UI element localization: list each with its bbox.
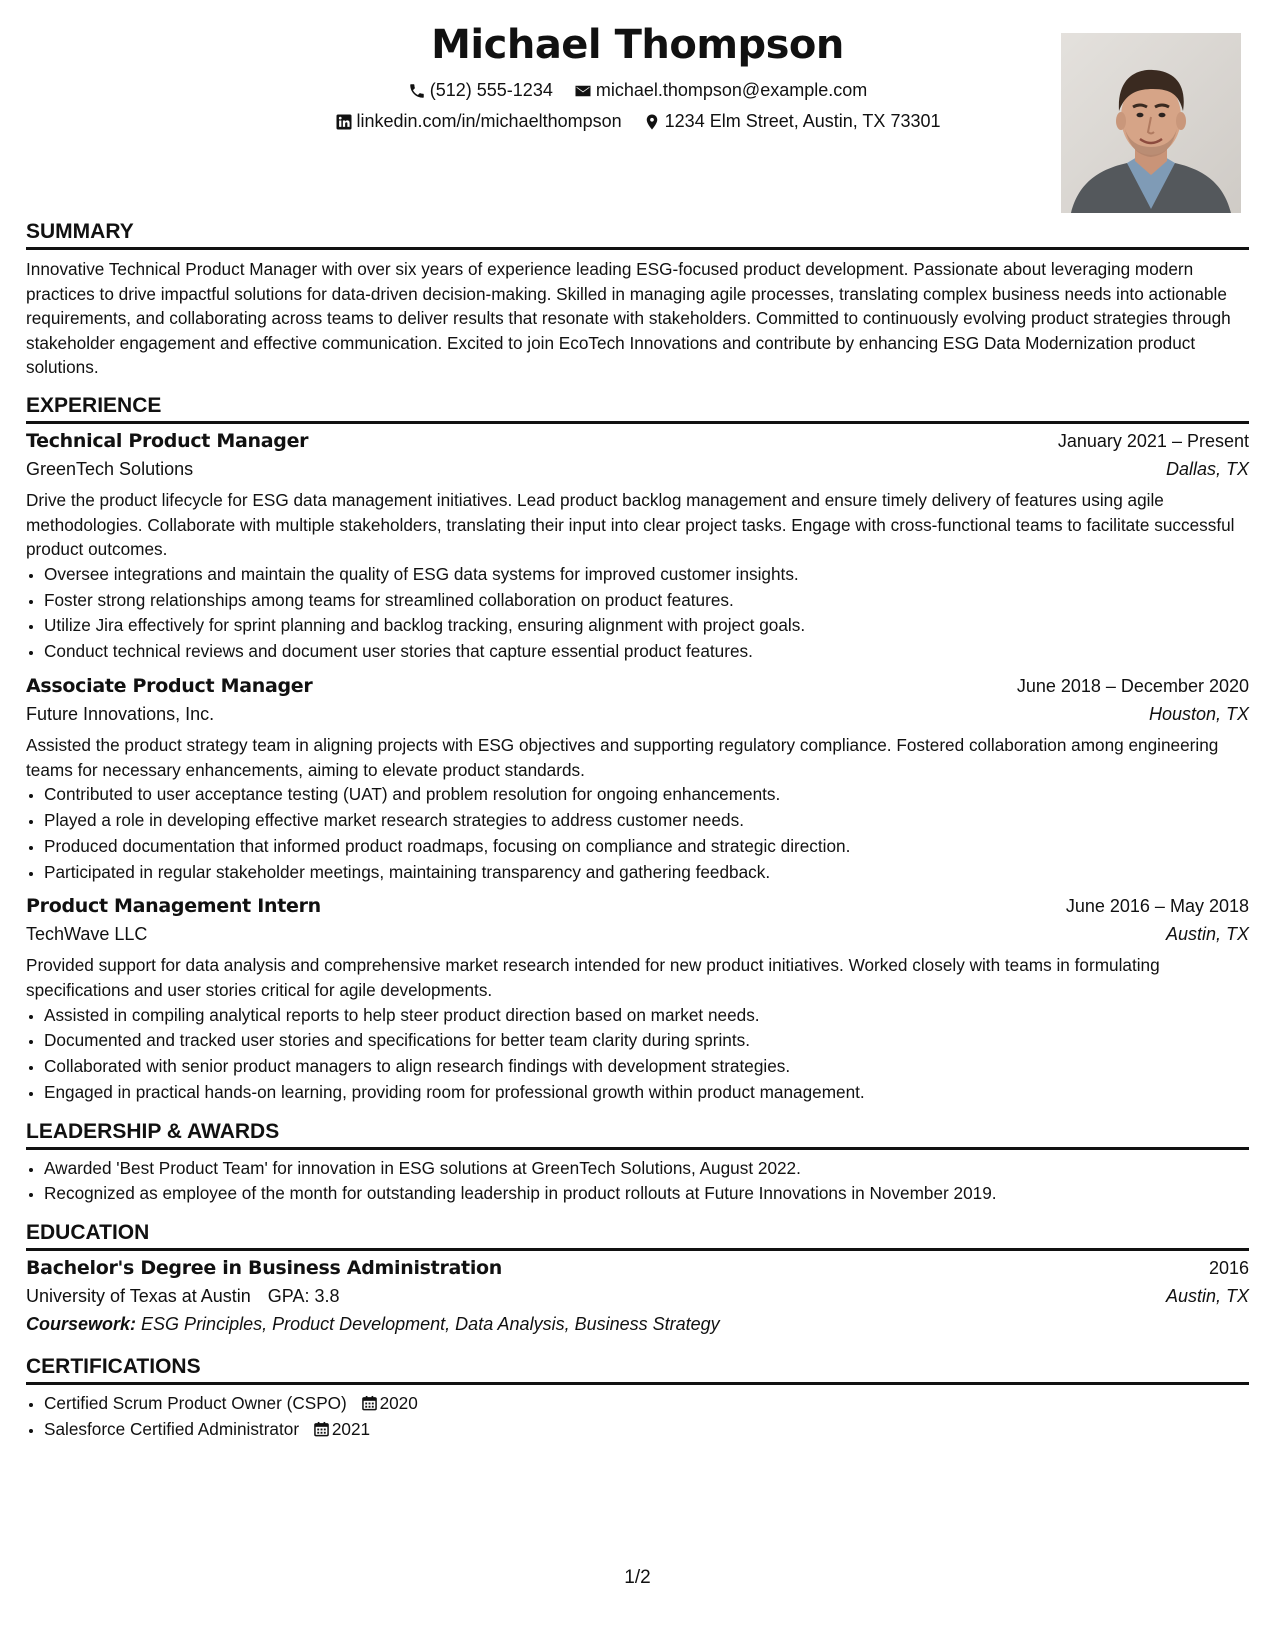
school-location: Austin, TX: [1165, 1286, 1249, 1307]
list-item: • Awarded 'Best Product Team' for innovation in ESG solutions at GreenTech Solutions, August 2022.: [44, 1156, 1249, 1182]
street-address: 1234 Elm Street, Austin, TX 73301: [664, 111, 941, 131]
list-item: • Produced documentation that informed product roadmaps, focusing on compliance and strategic direction.: [44, 834, 1249, 860]
calendar-icon: [314, 1421, 329, 1437]
job-bullets: [26, 1003, 1249, 1106]
company-name: GreenTech Solutions: [26, 458, 194, 479]
resume-header: [26, 20, 1249, 220]
job-description: Drive the product lifecycle for ESG data management initiatives. Lead product backlog management and ensure timely delivery of features using agile methodologies. Collaborate with multiple stakeholders, translating their input into clear project tasks. Engage with cross-functional teams to facilitate successful product outcomes.: [26, 489, 1235, 560]
profile-photo: [1061, 33, 1241, 213]
gpa: GPA: 3.8: [267, 1286, 340, 1307]
map-pin-icon: [643, 113, 661, 131]
job-title: Associate Product Manager: [26, 674, 313, 697]
email-address[interactable]: michael.thompson@example.com: [595, 80, 868, 100]
company-name: TechWave LLC: [26, 924, 148, 945]
job-title: Technical Product Manager: [26, 429, 309, 452]
list-item: • Documented and tracked user stories and specifications for better team clarity during sprints.: [44, 1028, 1249, 1054]
calendar-icon: [362, 1395, 377, 1411]
job-location: Austin, TX: [1165, 924, 1249, 945]
list-item: [44, 1417, 1249, 1443]
job-description: Provided support for data analysis and comprehensive market research intended for new product initiatives. Worked closely with teams in formulating specifications and user stories critical for agile developments.: [26, 955, 1160, 1000]
graduation-year: 2016: [1208, 1258, 1249, 1279]
job-description: Assisted the product strategy team in aligning projects with ESG objectives and supporting regulatory compliance. Fostered collaboration among engineering teams for necessary enhancements, aiming to elevate product standards.: [26, 734, 1219, 780]
candidate-name: Michael Thompson: [431, 22, 844, 68]
school-name: University of Texas at Austin: [26, 1286, 251, 1307]
experience-heading: EXPERIENCE: [26, 394, 1249, 424]
list-item: • Played a role in developing effective market research strategies to address customer needs.: [44, 808, 1249, 834]
certifications-list: [26, 1391, 1249, 1443]
phone-number: (512) 555-1234: [429, 80, 553, 100]
education-section: [26, 1221, 1249, 1335]
email-contact[interactable]: [574, 80, 867, 101]
phone-icon: [408, 82, 426, 100]
linkedin-url[interactable]: linkedin.com/in/michaelthompson: [356, 111, 622, 131]
job-bullets: [26, 782, 1249, 885]
page-number: 1/2: [624, 1567, 651, 1588]
summary-text: Innovative Technical Product Manager with over six years of experience leading ESG-focused product development. Passionate about leveraging modern practices to drive impactful solutions for data-driven decision-making. Skilled in managing agile processes, translating complex business needs into actionable requirements, and collaborating across teams to deliver results that resonate with stakeholders. Committed to continuously evolving product strategies through stakeholder engagement and effective communication. Excited to join EcoTech Innovations and contribute by enhancing ESG Data Modernization product solutions.: [26, 259, 1231, 378]
linkedin-icon: [335, 113, 353, 131]
job-bullets: [26, 562, 1249, 665]
list-item: • Recognized as employee of the month for outstanding leadership in product rollouts at Future Innovations in November 2019.: [44, 1181, 1249, 1207]
summary-section: [26, 220, 1249, 380]
awards-list: [26, 1156, 1249, 1208]
job-title: Product Management Intern: [26, 895, 321, 918]
leadership-heading: LEADERSHIP & AWARDS: [26, 1120, 1249, 1150]
list-item: [44, 1391, 1249, 1417]
list-item: • Oversee integrations and maintain the quality of ESG data systems for improved customer insights.: [44, 562, 1249, 588]
list-item: • Foster strong relationships among teams for streamlined collaboration on product features.: [44, 588, 1249, 614]
certification-year: 2020: [379, 1393, 418, 1414]
job-dates: January 2021 – Present: [1057, 430, 1249, 451]
list-item: • Utilize Jira effectively for sprint planning and backlog tracking, ensuring alignment with project goals.: [44, 613, 1249, 639]
job-entry: [26, 430, 1249, 665]
experience-section: [26, 394, 1249, 1106]
list-item: • Contributed to user acceptance testing (UAT) and problem resolution for ongoing enhancements.: [44, 782, 1249, 808]
coursework: [26, 1314, 1249, 1335]
summary-heading: SUMMARY: [26, 220, 1249, 250]
degree-title: Bachelor's Degree in Business Administration: [26, 1257, 503, 1280]
certification-name: Certified Scrum Product Owner (CSPO): [44, 1393, 347, 1414]
job-dates: June 2018 – December 2020: [1016, 675, 1249, 696]
list-item: • Conduct technical reviews and document user stories that capture essential product features.: [44, 639, 1249, 665]
list-item: • Engaged in practical hands-on learning, providing room for professional growth within product management.: [44, 1080, 1249, 1106]
list-item: • Collaborated with senior product managers to align research findings with development strategies.: [44, 1054, 1249, 1080]
linkedin-contact[interactable]: [335, 111, 622, 132]
job-location: Houston, TX: [1148, 703, 1249, 724]
job-entry: [26, 675, 1249, 885]
coursework-list: ESG Principles, Product Development, Data Analysis, Business Strategy: [141, 1314, 720, 1335]
resume-page: [26, 20, 1249, 1443]
certifications-section: [26, 1355, 1249, 1443]
phone-contact: [408, 80, 553, 101]
certification-name: Salesforce Certified Administrator: [44, 1419, 300, 1440]
job-entry: [26, 895, 1249, 1105]
company-name: Future Innovations, Inc.: [26, 703, 215, 724]
coursework-label: Coursework:: [26, 1314, 137, 1335]
certification-year: 2021: [331, 1419, 371, 1440]
job-dates: June 2016 – May 2018: [1065, 896, 1249, 917]
leadership-section: [26, 1120, 1249, 1208]
envelope-icon: [574, 82, 592, 100]
education-heading: EDUCATION: [26, 1221, 1249, 1251]
address-contact: [643, 111, 941, 132]
list-item: • Assisted in compiling analytical reports to help steer product direction based on market needs.: [44, 1003, 1249, 1029]
list-item: • Participated in regular stakeholder meetings, maintaining transparency and gathering feedback.: [44, 860, 1249, 886]
job-location: Dallas, TX: [1165, 458, 1249, 479]
school-info: [26, 1286, 340, 1307]
certifications-heading: CERTIFICATIONS: [26, 1355, 1249, 1385]
